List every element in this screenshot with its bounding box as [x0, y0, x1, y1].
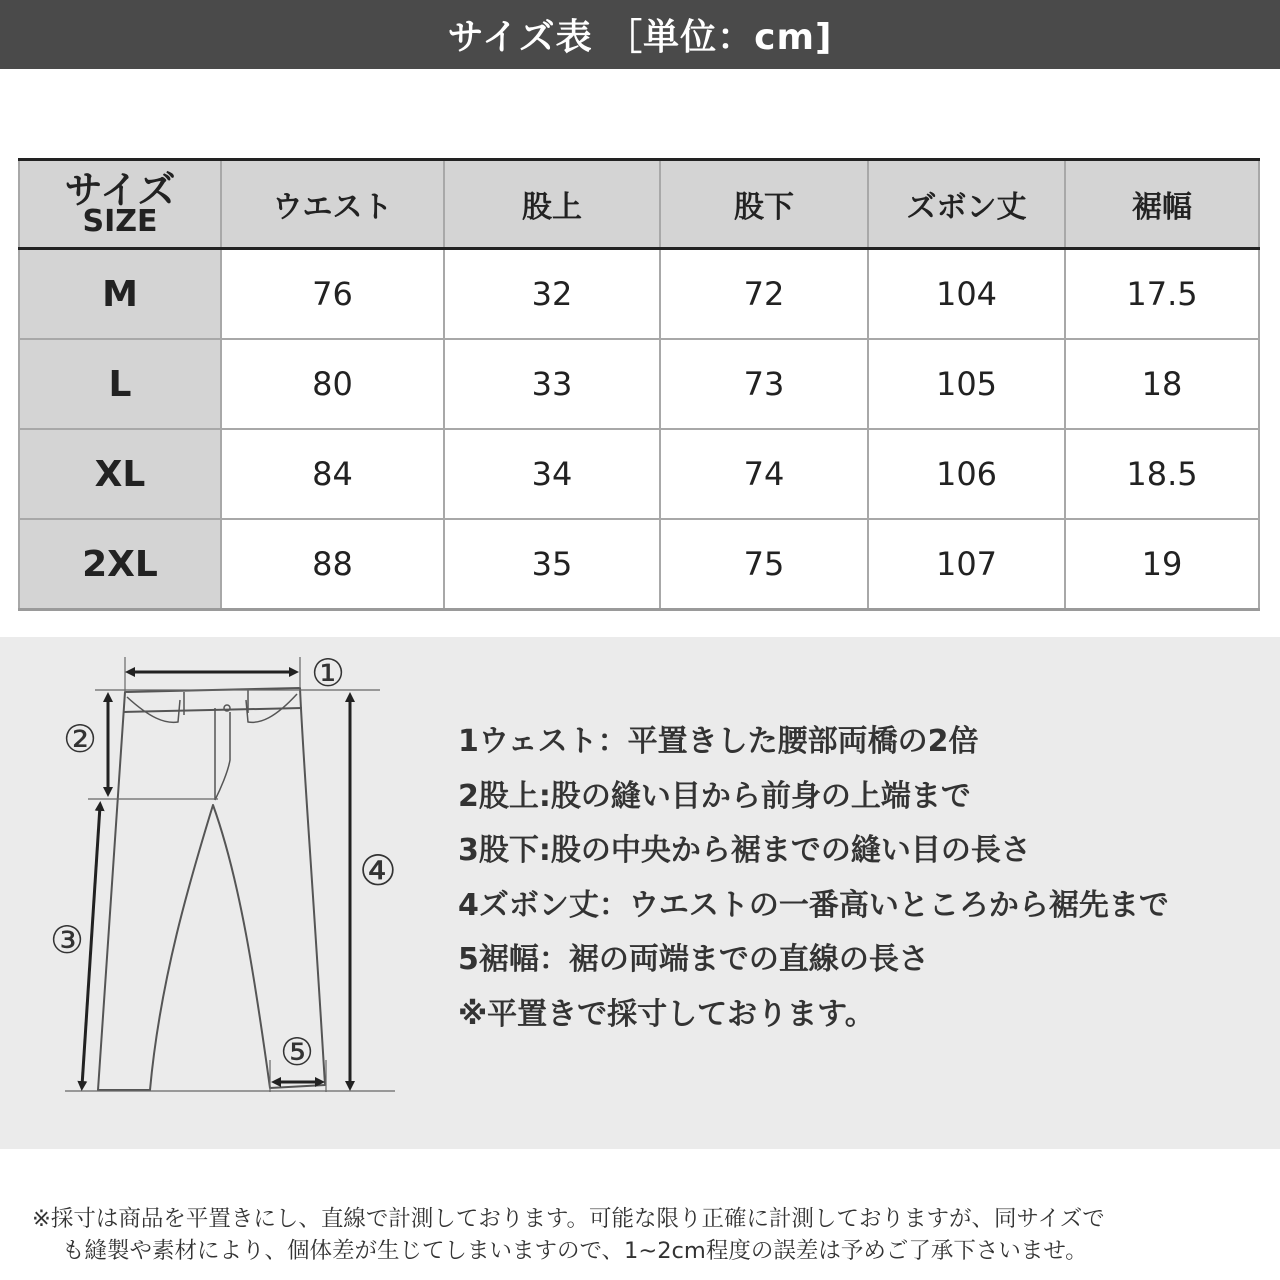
table-cell: 84: [221, 429, 444, 519]
table-row: [19, 519, 1259, 610]
footnote-line-2: も縫製や素材により、個体差が生じてしまいますので、1~2cm程度の誤差は予めご了承下さいませ。: [62, 1238, 1088, 1264]
table-cell: 32: [444, 249, 660, 340]
table-cell: 72: [660, 249, 868, 340]
marker-1-icon: ①: [310, 651, 346, 695]
marker-4-icon: ④: [359, 846, 397, 895]
table-cell: 105: [868, 339, 1065, 429]
list-item: 2股上:股の縫い目から前身の上端まで: [458, 778, 971, 814]
list-item: ※平置きで採寸しております。: [458, 996, 875, 1032]
size-label: XL: [19, 429, 221, 519]
size-table: [18, 158, 1260, 611]
header-inseam: 股下: [660, 160, 868, 249]
table-cell: 75: [660, 519, 868, 610]
table-header-row: [19, 160, 1259, 249]
measurement-descriptions: [458, 715, 1273, 1043]
title-bar: [0, 0, 1280, 69]
table-cell: 74: [660, 429, 868, 519]
table-cell: 76: [221, 249, 444, 340]
measurement-guide: [0, 637, 1280, 1149]
footnote-line-1: ※採寸は商品を平置きにし、直線で計測しております。可能な限り正確に計測しておりますが、同サイズで: [32, 1206, 1105, 1232]
table-row: [19, 339, 1259, 429]
table-cell: 33: [444, 339, 660, 429]
table-cell: 80: [221, 339, 444, 429]
table-row: [19, 249, 1259, 340]
header-size-ja: サイズ: [64, 168, 176, 212]
header-rise: 股上: [444, 160, 660, 249]
table-cell: 18.5: [1065, 429, 1259, 519]
table-cell: 73: [660, 339, 868, 429]
header-length: ズボン丈: [868, 160, 1065, 249]
table-row: [19, 429, 1259, 519]
header-size-en: SIZE: [82, 204, 158, 239]
marker-5-icon: ⑤: [279, 1030, 315, 1074]
header-waist: ウエスト: [221, 160, 444, 249]
list-item: 3股下:股の中央から裾までの縫い目の長さ: [458, 833, 1031, 869]
page-title: サイズ表 ［単位：cm]: [447, 17, 833, 58]
table-cell: 19: [1065, 519, 1259, 610]
size-label: 2XL: [19, 519, 221, 610]
arrow-inseam: [82, 806, 100, 1086]
list-item: 4ズボン丈：ウエストの一番高いところから裾先まで: [458, 887, 1169, 923]
table-cell: 104: [868, 249, 1065, 340]
size-label: L: [19, 339, 221, 429]
table-cell: 107: [868, 519, 1065, 610]
table-cell: 35: [444, 519, 660, 610]
header-hem-width: 裾幅: [1065, 160, 1259, 249]
table-cell: 106: [868, 429, 1065, 519]
pants-diagram: [40, 647, 400, 1117]
footnote: [32, 1203, 1262, 1267]
list-item: 1ウェスト：平置きした腰部両橋の2倍: [458, 724, 979, 759]
table-cell: 18: [1065, 339, 1259, 429]
marker-3-icon: ③: [49, 918, 85, 962]
header-size: [19, 160, 221, 249]
table-cell: 17.5: [1065, 249, 1259, 340]
size-label: M: [19, 249, 221, 340]
table-cell: 88: [221, 519, 444, 610]
marker-2-icon: ②: [62, 717, 98, 761]
list-item: 5裾幅：裾の両端までの直線の長さ: [458, 942, 929, 978]
table-cell: 34: [444, 429, 660, 519]
